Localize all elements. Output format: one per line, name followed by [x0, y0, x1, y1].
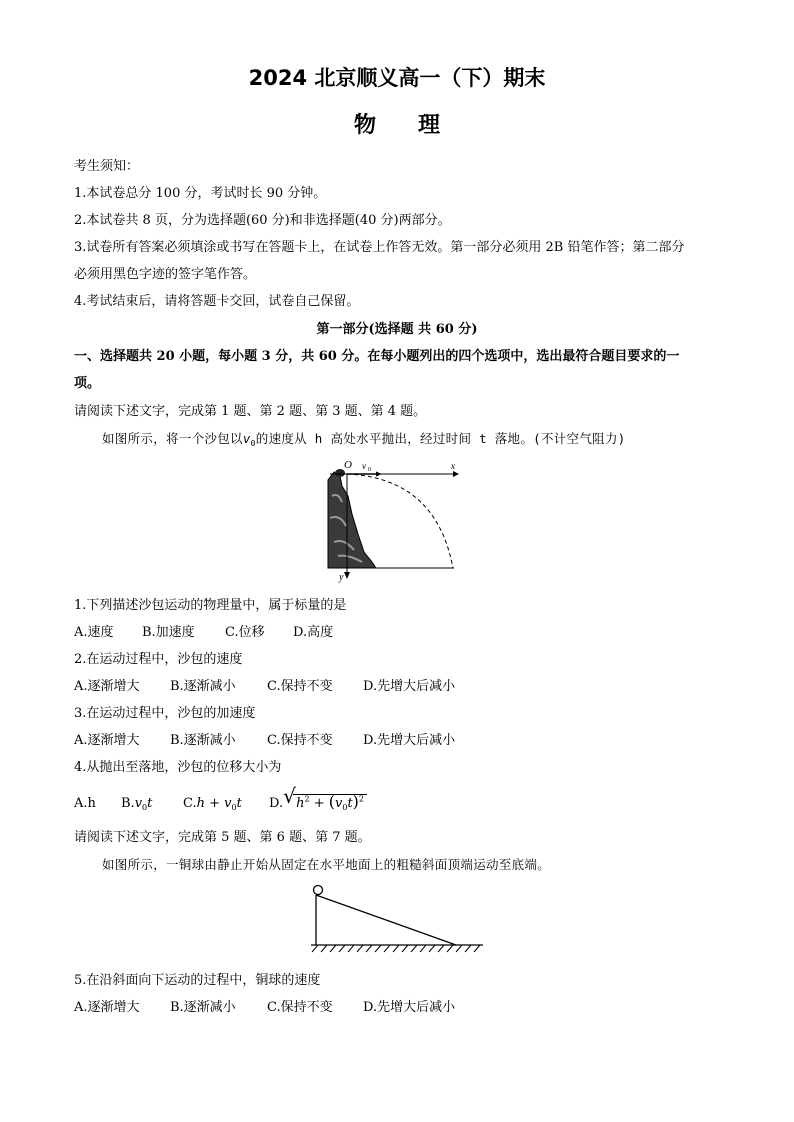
q5-option-a: A.逐渐增大	[74, 1000, 140, 1015]
q5-options	[74, 996, 455, 1015]
label-x: x	[451, 461, 455, 471]
incline-slope	[316, 895, 456, 945]
x-axis-arrow	[453, 471, 459, 477]
q3-option-d: D.先增大后减小	[363, 733, 456, 748]
label-v0-sub: 0	[368, 467, 371, 473]
q3-option-c: C.保持不变	[267, 733, 333, 748]
subject-title	[0, 108, 794, 139]
q4-option-c-prefix: C.	[183, 796, 197, 811]
label-v0: v	[362, 461, 366, 471]
q2-option-c: C.保持不变	[267, 679, 333, 694]
passage-text-a: 如图所示，将一个沙包以	[102, 431, 243, 446]
q4-d-h-sq: 2	[304, 794, 310, 804]
q2-option-d: D.先增大后减小	[363, 679, 456, 694]
q2-option-a: A.逐渐增大	[74, 679, 140, 694]
q4-d-radicand: $h^2 + (v_0t)^2$	[293, 794, 367, 811]
q1-option-a: A.速度	[74, 625, 114, 640]
passage-text-b: 的速度从 h 高处水平抛出，经过时间 t 落地。(不计空气阻力)	[255, 431, 626, 446]
projectile-figure	[318, 456, 468, 584]
q4-d-h: h	[296, 796, 305, 811]
q4-option-c	[183, 796, 269, 812]
q4-option-b	[121, 796, 183, 812]
group2-lead: 请阅读下述文字，完成第 5 题、第 6 题、第 7 题。	[74, 830, 371, 845]
ground-hatching	[312, 945, 480, 952]
q4-d-sq: 2	[358, 794, 365, 804]
subject-char-2: 理	[418, 113, 441, 138]
q4-option-a: A.h	[74, 796, 96, 811]
group2-passage: 如图所示，一铜球由静止开始从固定在水平地面上的粗糙斜面顶端运动至底端。	[102, 857, 551, 872]
q4-c-h: h	[196, 796, 205, 811]
notice-item: 2.本试卷共 8 页，分为选择题(60 分)和非选择题(40 分)两部分。	[74, 213, 451, 228]
label-origin: O	[344, 459, 352, 471]
q1-option-b: B.加速度	[142, 625, 195, 640]
q1-option-d: D.高度	[293, 625, 334, 640]
notice-heading: 考生须知：	[74, 159, 140, 174]
q4-d-sqrt	[283, 784, 367, 812]
q3-stem: 3.在运动过程中，沙包的加速度	[74, 706, 256, 721]
notice-item: 3.试卷所有答案必须填涂或书写在答题卡上，在试卷上作答无效。第一部分必须用 2B 铅笔作答；第二部分	[74, 240, 685, 255]
v0-arrow-head	[376, 472, 382, 477]
q3-option-a: A.逐渐增大	[74, 733, 140, 748]
q4-option-d	[269, 784, 367, 812]
q1-option-c: C.位移	[225, 625, 265, 640]
q2-options	[74, 675, 455, 694]
notice-item: 1.本试卷总分 100 分，考试时长 90 分钟。	[74, 186, 327, 201]
q2-stem: 2.在运动过程中，沙包的速度	[74, 652, 243, 667]
q4-stem: 4.从抛出至落地，沙包的位移大小为	[74, 760, 282, 775]
cliff-shape	[328, 472, 376, 568]
q4-c-sub: 0	[231, 803, 237, 812]
q4-b-v: v	[134, 796, 143, 811]
q4-c-v: v	[224, 796, 232, 811]
q4-option-b-prefix: B.	[121, 796, 135, 811]
q5-option-c: C.保持不变	[267, 1000, 333, 1015]
q1-stem: 1.下列描述沙包运动的物理量中，属于标量的是	[74, 598, 347, 613]
q3-options	[74, 729, 455, 748]
notice-item: 4.考试结束后，请将答题卡交回，试卷自己保留。	[74, 294, 360, 309]
copper-ball-icon	[314, 886, 323, 895]
y-axis-arrow	[344, 572, 350, 579]
passage-symbol-sub: 0	[250, 439, 256, 448]
q4-d-t: t	[347, 796, 353, 811]
part1-instruction-line1: 一、选择题共 20 小题，每小题 3 分，共 60 分。在每小题列出的四个选项中，选出最符合题目要求的一	[74, 349, 680, 364]
group1-lead: 请阅读下述文字，完成第 1 题、第 2 题、第 3 题、第 4 题。	[74, 404, 427, 419]
notice-item: 必须用黑色字迹的签字笔作答。	[74, 267, 257, 282]
part1-heading: 第一部分(选择题 共 60 分)	[316, 322, 478, 337]
q5-option-b: B.逐渐减小	[170, 1000, 236, 1015]
q2-option-b: B.逐渐减小	[170, 679, 236, 694]
passage-symbol-v: v	[242, 431, 251, 446]
sqrt-icon: √	[283, 784, 296, 808]
q4-options	[74, 784, 367, 812]
exam-title: 2024 北京顺义高一（下）期末	[248, 66, 546, 90]
group1-passage	[102, 429, 626, 448]
q4-d-v: v	[334, 796, 343, 811]
q4-option-d-prefix: D.	[269, 796, 284, 811]
q4-c-plus: +	[205, 796, 225, 811]
subject-char-1: 物	[353, 113, 376, 138]
q4-d-plus: +	[309, 796, 329, 811]
q5-option-d: D.先增大后减小	[363, 1000, 456, 1015]
q4-d-sub: 0	[342, 803, 348, 812]
q3-option-b: B.逐渐减小	[170, 733, 236, 748]
part1-instruction-line2: 项。	[74, 376, 101, 391]
q4-b-sub: 0	[142, 803, 148, 812]
q4-c-t: t	[236, 796, 242, 811]
label-y: y	[339, 572, 344, 583]
q1-options	[74, 621, 333, 640]
incline-figure	[308, 882, 486, 954]
q5-stem: 5.在沿斜面向下运动的过程中，铜球的速度	[74, 973, 321, 988]
q4-b-t: t	[147, 796, 153, 811]
